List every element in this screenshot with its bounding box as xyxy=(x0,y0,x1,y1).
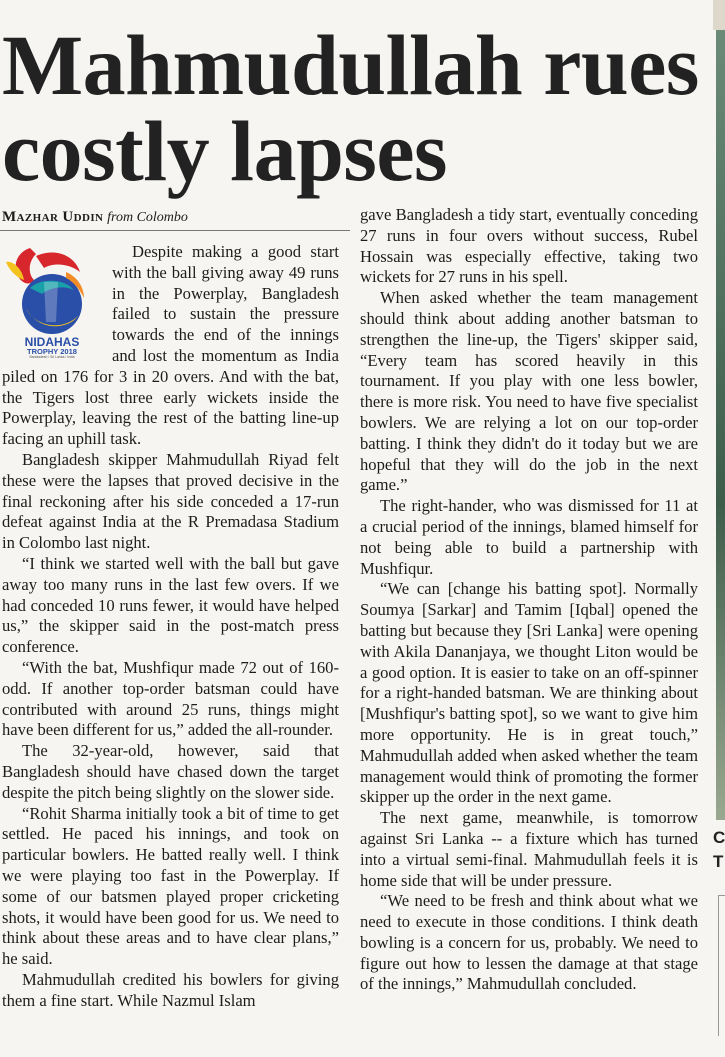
paragraph-continuation: gave Bangladesh a tidy start, eventually conceding 27 runs in four overs without success, Rubel Hossain was especially effective, taking two wickets for 27 runs in his spell. xyxy=(360,205,698,287)
adjacent-page-fragment-1: C xyxy=(713,828,725,847)
paragraph: Mahmudullah credited his bowlers for giving them a fine start. While Nazmul Islam xyxy=(2,969,339,1010)
headline-line-1: Mahmudullah rues xyxy=(2,17,699,113)
article-column-1 xyxy=(2,242,339,1011)
byline-dateline: from Colombo xyxy=(107,210,188,225)
paragraph: “With the bat, Mushfiqur made 72 out of 160-odd. If another top-order batsman could have contributed with around 25 runs, things might have been different for us,” added the all-rounder. xyxy=(2,657,339,740)
adjacent-page-photo-edge xyxy=(716,30,725,820)
byline xyxy=(2,209,188,226)
paragraph: When asked whether the team management should think about adding another batsman to strengthen the line-up, the Tigers' skipper said, “Every team has scored heavily in this tournament. If you play with one less bowler, there is more risk. You need to have five specialist bowlers. We are relying a lot on our top-order batting. I think they didn't do it today but we are hopeful that they will do the job in the next game.” xyxy=(360,288,698,495)
paragraph: Despite making a good start with the ball giving away 49 runs in the Powerplay, Bangladesh failed to sustain the pressure towards the end of the innings and lost the momentum as India piled on 176 for 3 in 20 overs. And with the bat, the Tigers lost three early wickets inside the Powerplay, leaving the rest of the batting line-up facing an uphill task. xyxy=(2,242,339,449)
paragraph: “We can [change his batting spot]. Normally Soumya [Sarkar] and Tamim [Iqbal] opened the batting but because they [Sri Lanka] were opening with Akila Dananjaya, we thought Liton would be a good option. It is easier to take on an off-spinner for a right-handed batsman. We are thinking about [Mushfiqur's batting spot], so we want to give him more opportunity. He is in great touch,” Mahmudullah added when asked whether the team management would think of promoting the former skipper up the order in the next game. xyxy=(360,579,698,807)
paragraph: “Rohit Sharma initially took a bit of time to get settled. He paced his innings, and took on particular bowlers. He batted really well. I think we were playing too fast in the Powerplay. If some of our batsmen played proper cricketing shots, it would have been good for us. We need to think about these areas and to have clear plans,” he said. xyxy=(2,803,339,969)
paragraph: Bangladesh skipper Mahmudullah Riyad felt these were the lapses that proved decisive in the final reckoning after his side conceded a 17-run defeat against India at the R Premadasa Stadium in Colombo last night. xyxy=(2,449,339,553)
paragraph: “We need to be fresh and think about what we need to execute in those conditions. I think death bowling is a concern for us, probably. We need to figure out how to lessen the damage at that stage of the innings,” Mahmudullah concluded. xyxy=(360,891,698,994)
byline-author: Mazhar Uddin xyxy=(2,209,104,225)
paragraph: The next game, meanwhile, is tomorrow against Sri Lanka -- a fixture which has turned into a virtual semi-final. Mahmudullah feels it is home side that will be under pressure. xyxy=(360,808,698,890)
headline xyxy=(2,17,699,199)
logo-text-trophy: TROPHY 2018 xyxy=(27,347,77,356)
article-column-2 xyxy=(360,205,698,995)
logo-text-hosts: Bangladesh | Sri Lanka | India xyxy=(29,355,75,358)
adjacent-page-top xyxy=(713,0,725,30)
paragraph: The right-hander, who was dismissed for 11 at a crucial period of the innings, blamed himself for not being able to build a partnership with Mushfiqur. xyxy=(360,496,698,578)
headline-line-2: costly lapses xyxy=(2,103,447,199)
adjacent-page-box xyxy=(718,895,725,1036)
adjacent-page-fragment-2: T xyxy=(713,852,724,871)
paragraph: “I think we started well with the ball but gave away too many runs in the last few overs. If we had conceded 10 runs fewer, it would have helped us,” the skipper said in the post-match press conference. xyxy=(2,553,339,657)
nidahas-trophy-logo-icon xyxy=(0,242,104,358)
logo-text-nidahas: NIDAHAS xyxy=(24,335,80,349)
paragraph: The 32-year-old, however, said that Bangladesh should have chased down the target despite the pitch being slightly on the slower side. xyxy=(2,741,339,802)
byline-rule xyxy=(0,230,350,231)
